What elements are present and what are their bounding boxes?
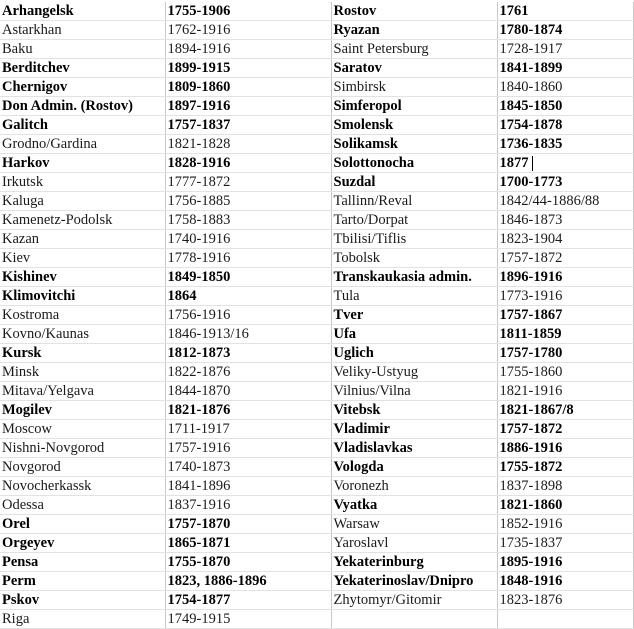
table-row <box>0 154 633 173</box>
years-cell[interactable]: 1840-1860 <box>497 78 633 97</box>
city-cell[interactable]: Nishni-Novgorod <box>0 439 165 458</box>
city-cell[interactable]: Pensa <box>0 553 165 572</box>
years-cell[interactable]: 1828-1916 <box>165 154 331 173</box>
table-row <box>0 21 633 40</box>
years-cell[interactable]: 1757-1870 <box>165 515 331 534</box>
city-cell[interactable]: Vologda <box>331 458 497 477</box>
years-cell[interactable]: 1895-1916 <box>497 553 633 572</box>
years-cell[interactable]: 1823-1876 <box>497 591 633 610</box>
city-cell[interactable]: Kishinev <box>0 268 165 287</box>
years-cell[interactable]: 1897-1916 <box>165 97 331 116</box>
city-cell[interactable]: Orgeyev <box>0 534 165 553</box>
table-row <box>0 382 633 401</box>
table-row <box>0 287 633 306</box>
city-cell[interactable]: Simferopol <box>331 97 497 116</box>
city-cell[interactable]: Astarkhan <box>0 21 165 40</box>
city-cell[interactable]: Vilnius/Vilna <box>331 382 497 401</box>
years-cell[interactable]: 1754-1877 <box>165 591 331 610</box>
years-cell[interactable]: 1812-1873 <box>165 344 331 363</box>
table-row <box>0 59 633 78</box>
years-cell[interactable]: 1809-1860 <box>165 78 331 97</box>
years-cell[interactable]: 1756-1885 <box>165 192 331 211</box>
years-cell[interactable]: 1841-1899 <box>497 59 633 78</box>
table-row <box>0 610 633 629</box>
city-cell[interactable]: Tallinn/Reval <box>331 192 497 211</box>
years-cell[interactable]: 1821-1867/8 <box>497 401 633 420</box>
city-cell[interactable]: Solottonocha <box>331 154 497 173</box>
years-cell[interactable]: 1852-1916 <box>497 515 633 534</box>
city-cell[interactable]: Veliky-Ustyug <box>331 363 497 382</box>
years-cell[interactable]: 1865-1871 <box>165 534 331 553</box>
table-row <box>0 401 633 420</box>
city-cell[interactable]: Warsaw <box>331 515 497 534</box>
city-cell[interactable]: Smolensk <box>331 116 497 135</box>
years-cell[interactable]: 1755-1906 <box>165 2 331 21</box>
years-cell[interactable]: 1821-1860 <box>497 496 633 515</box>
years-cell[interactable]: 1846-1913/16 <box>165 325 331 344</box>
years-cell[interactable]: 1728-1917 <box>497 40 633 59</box>
city-cell[interactable]: Mogilev <box>0 401 165 420</box>
city-cell[interactable]: Transkaukasia admin. <box>331 268 497 287</box>
city-cell[interactable]: Saratov <box>331 59 497 78</box>
years-cell[interactable]: 1736-1835 <box>497 135 633 154</box>
table-row <box>0 553 633 572</box>
years-cell[interactable]: 1864 <box>165 287 331 306</box>
years-cell[interactable]: 1845-1850 <box>497 97 633 116</box>
years-cell[interactable]: 1823, 1886-1896 <box>165 572 331 591</box>
years-cell[interactable]: 1757-1780 <box>497 344 633 363</box>
years-cell[interactable]: 1777-1872 <box>165 173 331 192</box>
city-cell[interactable]: Klimovitchi <box>0 287 165 306</box>
years-cell[interactable]: 1758-1883 <box>165 211 331 230</box>
city-cell[interactable]: Galitch <box>0 116 165 135</box>
years-cell[interactable]: 1837-1898 <box>497 477 633 496</box>
years-cell[interactable]: 1757-1837 <box>165 116 331 135</box>
years-cell[interactable]: 1761 <box>497 2 633 21</box>
city-cell[interactable]: Don Admin. (Rostov) <box>0 97 165 116</box>
city-cell[interactable]: Saint Petersburg <box>331 40 497 59</box>
city-cell[interactable] <box>331 610 497 629</box>
years-cell[interactable]: 1821-1876 <box>165 401 331 420</box>
city-cell[interactable]: Pskov <box>0 591 165 610</box>
city-cell[interactable]: Moscow <box>0 420 165 439</box>
table-row <box>0 78 633 97</box>
city-cell[interactable]: Harkov <box>0 154 165 173</box>
table-row <box>0 344 633 363</box>
years-cell[interactable]: 1894-1916 <box>165 40 331 59</box>
table-row <box>0 306 633 325</box>
years-cell[interactable]: 1778-1916 <box>165 249 331 268</box>
city-cell[interactable]: Arhangelsk <box>0 2 165 21</box>
years-cell[interactable]: 1755-1872 <box>497 458 633 477</box>
table-row <box>0 230 633 249</box>
years-cell[interactable]: 1755-1860 <box>497 363 633 382</box>
table-row <box>0 211 633 230</box>
years-cell[interactable]: 1757-1916 <box>165 439 331 458</box>
years-cell[interactable]: 1886-1916 <box>497 439 633 458</box>
table-row <box>0 515 633 534</box>
years-cell[interactable] <box>497 610 633 629</box>
table-row <box>0 249 633 268</box>
table-row <box>0 534 633 553</box>
city-cell[interactable]: Kovno/Kaunas <box>0 325 165 344</box>
city-cell[interactable]: Kursk <box>0 344 165 363</box>
city-cell[interactable]: Suzdal <box>331 173 497 192</box>
city-cell[interactable]: Kostroma <box>0 306 165 325</box>
spreadsheet-grid <box>0 2 634 629</box>
years-cell[interactable]: 1756-1916 <box>165 306 331 325</box>
years-cell[interactable]: 1841-1896 <box>165 477 331 496</box>
years-cell[interactable]: 1754-1878 <box>497 116 633 135</box>
table-row <box>0 477 633 496</box>
city-cell[interactable]: Tver <box>331 306 497 325</box>
years-cell[interactable]: 1821-1828 <box>165 135 331 154</box>
years-cell[interactable]: 1848-1916 <box>497 572 633 591</box>
years-cell[interactable]: 1757-1872 <box>497 249 633 268</box>
city-cell[interactable]: Vitebsk <box>331 401 497 420</box>
city-cell[interactable]: Yekaterinburg <box>331 553 497 572</box>
years-cell[interactable]: 1740-1873 <box>165 458 331 477</box>
city-cell[interactable]: Orel <box>0 515 165 534</box>
city-cell[interactable]: Minsk <box>0 363 165 382</box>
table-row <box>0 572 633 591</box>
table-row <box>0 439 633 458</box>
table-row <box>0 97 633 116</box>
years-cell[interactable]: 1844-1870 <box>165 382 331 401</box>
city-cell[interactable]: Kaluga <box>0 192 165 211</box>
years-cell[interactable]: 1837-1916 <box>165 496 331 515</box>
years-cell[interactable]: 1740-1916 <box>165 230 331 249</box>
city-cell[interactable]: Novocherkassk <box>0 477 165 496</box>
city-cell[interactable]: Vyatka <box>331 496 497 515</box>
active-cell[interactable]: 1877 <box>497 154 633 173</box>
city-cell[interactable]: Berditchev <box>0 59 165 78</box>
table-row <box>0 135 633 154</box>
city-cell[interactable]: Novgorod <box>0 458 165 477</box>
city-cell[interactable]: Kiev <box>0 249 165 268</box>
years-cell[interactable]: 1823-1904 <box>497 230 633 249</box>
city-cell[interactable]: Yaroslavl <box>331 534 497 553</box>
years-cell[interactable]: 1762-1916 <box>165 21 331 40</box>
years-cell[interactable]: 1842/44-1886/88 <box>497 192 633 211</box>
city-cell[interactable]: Yekaterinoslav/Dnipro <box>331 572 497 591</box>
city-cell[interactable]: Tarto/Dorpat <box>331 211 497 230</box>
years-cell[interactable]: 1711-1917 <box>165 420 331 439</box>
years-cell[interactable]: 1846-1873 <box>497 211 633 230</box>
years-cell[interactable]: 1899-1915 <box>165 59 331 78</box>
city-cell[interactable]: Uglich <box>331 344 497 363</box>
city-cell[interactable]: Grodno/Gardina <box>0 135 165 154</box>
table-row <box>0 496 633 515</box>
table-row <box>0 40 633 59</box>
city-cell[interactable]: Riga <box>0 610 165 629</box>
years-cell[interactable]: 1757-1867 <box>497 306 633 325</box>
years-cell[interactable]: 1735-1837 <box>497 534 633 553</box>
city-cell[interactable]: Tbilisi/Tiflis <box>331 230 497 249</box>
years-cell[interactable]: 1757-1872 <box>497 420 633 439</box>
city-cell[interactable]: Mitava/Yelgava <box>0 382 165 401</box>
city-cell[interactable]: Rostov <box>331 2 497 21</box>
city-cell[interactable]: Perm <box>0 572 165 591</box>
city-cell[interactable]: Chernigov <box>0 78 165 97</box>
city-cell[interactable]: Kazan <box>0 230 165 249</box>
city-cell[interactable]: Zhytomyr/Gitomir <box>331 591 497 610</box>
city-cell[interactable]: Tobolsk <box>331 249 497 268</box>
city-cell[interactable]: Voronezh <box>331 477 497 496</box>
years-cell[interactable]: 1849-1850 <box>165 268 331 287</box>
years-cell[interactable]: 1700-1773 <box>497 173 633 192</box>
years-cell[interactable]: 1755-1870 <box>165 553 331 572</box>
table-row <box>0 363 633 382</box>
city-cell[interactable]: Baku <box>0 40 165 59</box>
city-cell[interactable]: Vladimir <box>331 420 497 439</box>
table-row <box>0 591 633 610</box>
city-cell[interactable]: Irkutsk <box>0 173 165 192</box>
years-cell[interactable]: 1821-1916 <box>497 382 633 401</box>
table-row <box>0 325 633 344</box>
city-cell[interactable]: Kamenetz-Podolsk <box>0 211 165 230</box>
table-row <box>0 2 633 21</box>
city-cell[interactable]: Simbirsk <box>331 78 497 97</box>
table-row <box>0 420 633 439</box>
city-cell[interactable]: Ryazan <box>331 21 497 40</box>
years-cell[interactable]: 1811-1859 <box>497 325 633 344</box>
years-cell[interactable]: 1773-1916 <box>497 287 633 306</box>
table-row <box>0 458 633 477</box>
table-row <box>0 173 633 192</box>
table-row <box>0 192 633 211</box>
years-cell[interactable]: 1822-1876 <box>165 363 331 382</box>
years-cell[interactable]: 1749-1915 <box>165 610 331 629</box>
city-cell[interactable]: Ufa <box>331 325 497 344</box>
table-row <box>0 116 633 135</box>
city-cell[interactable]: Solikamsk <box>331 135 497 154</box>
city-cell[interactable]: Vladislavkas <box>331 439 497 458</box>
years-cell[interactable]: 1780-1874 <box>497 21 633 40</box>
spreadsheet-body <box>0 2 633 629</box>
years-cell[interactable]: 1896-1916 <box>497 268 633 287</box>
city-cell[interactable]: Odessa <box>0 496 165 515</box>
city-cell[interactable]: Tula <box>331 287 497 306</box>
table-row <box>0 268 633 287</box>
